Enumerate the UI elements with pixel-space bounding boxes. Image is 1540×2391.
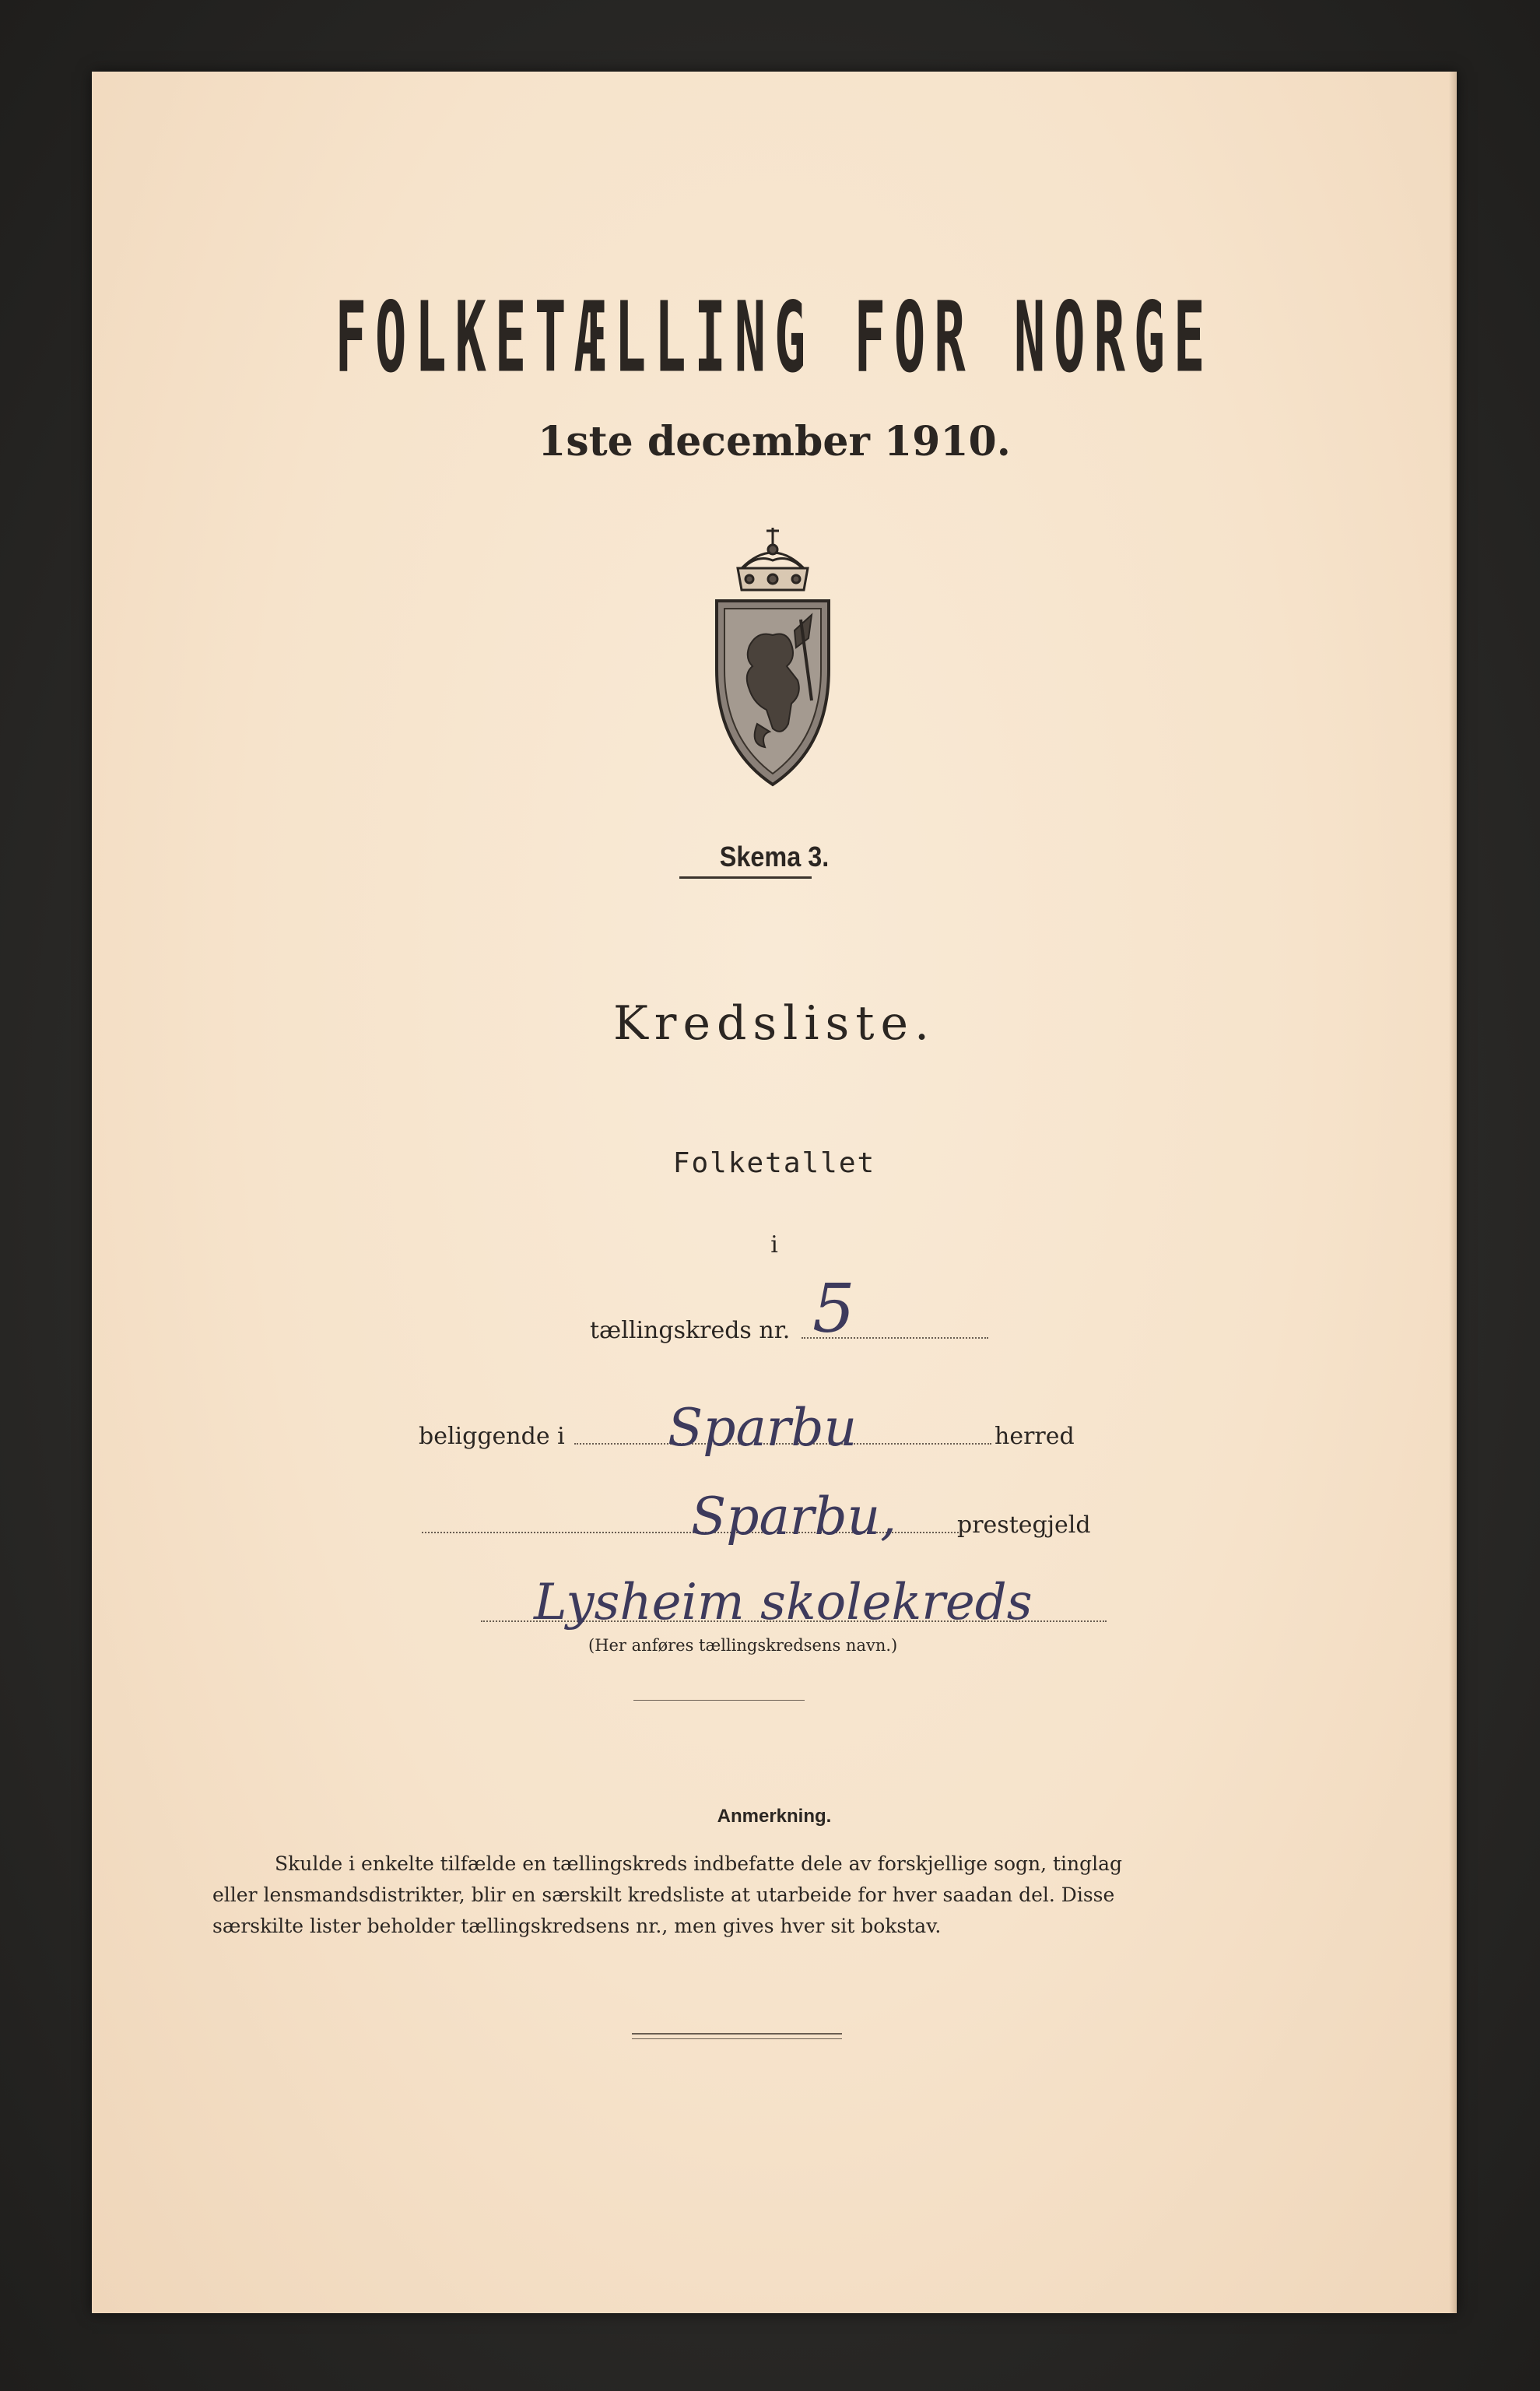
schema-underline (679, 876, 812, 879)
remark-line: særskilte lister beholder tællingskredsens nr., men gives hver sit bokstav. (212, 1915, 942, 1937)
district-number-label: tællingskreds nr. (590, 1317, 791, 1344)
remark-body (212, 1849, 1356, 1942)
kreds-name-handwritten: Lysheim skolekreds (534, 1574, 1033, 1631)
population-label: Folketallet (672, 1147, 876, 1179)
closing-rule-top (632, 2033, 842, 2035)
remark-title: Anmerkning. (717, 1806, 832, 1827)
herred-handwritten: Sparbu (668, 1398, 858, 1458)
census-form-page (92, 72, 1457, 2313)
herred-suffix: herred (995, 1423, 1075, 1450)
schema-number: Skema 3. (719, 841, 830, 872)
remark-line: eller lensmandsdistrikter, blir en særskilt kredsliste at utarbeide for hver saadan del. Disse (212, 1884, 1115, 1906)
kreds-name-caption: (Her anføres tællingskredsens navn.) (588, 1636, 898, 1655)
closing-rule-bottom (632, 2038, 842, 2039)
prestegjeld-handwritten: Sparbu, (691, 1487, 897, 1547)
herred-prefix: beliggende i (419, 1423, 565, 1450)
form-heading: Kredsliste. (612, 996, 936, 1051)
in-word: i (770, 1231, 778, 1259)
remark-line: Skulde i enkelte tilfælde en tællingskreds indbefatte dele av forskjellige sogn, tinglag (275, 1852, 1123, 1875)
page-edge-shadow (1449, 72, 1457, 2313)
form-title: FOLKETÆLLING FOR NORGE (335, 282, 1214, 395)
prestegjeld-suffix: prestegjeld (957, 1511, 1091, 1539)
census-date: 1ste december 1910. (538, 418, 1011, 465)
norwegian-coat-of-arms-icon (695, 514, 851, 794)
district-number-handwritten: 5 (812, 1270, 855, 1348)
divider-rule (633, 1700, 805, 1701)
